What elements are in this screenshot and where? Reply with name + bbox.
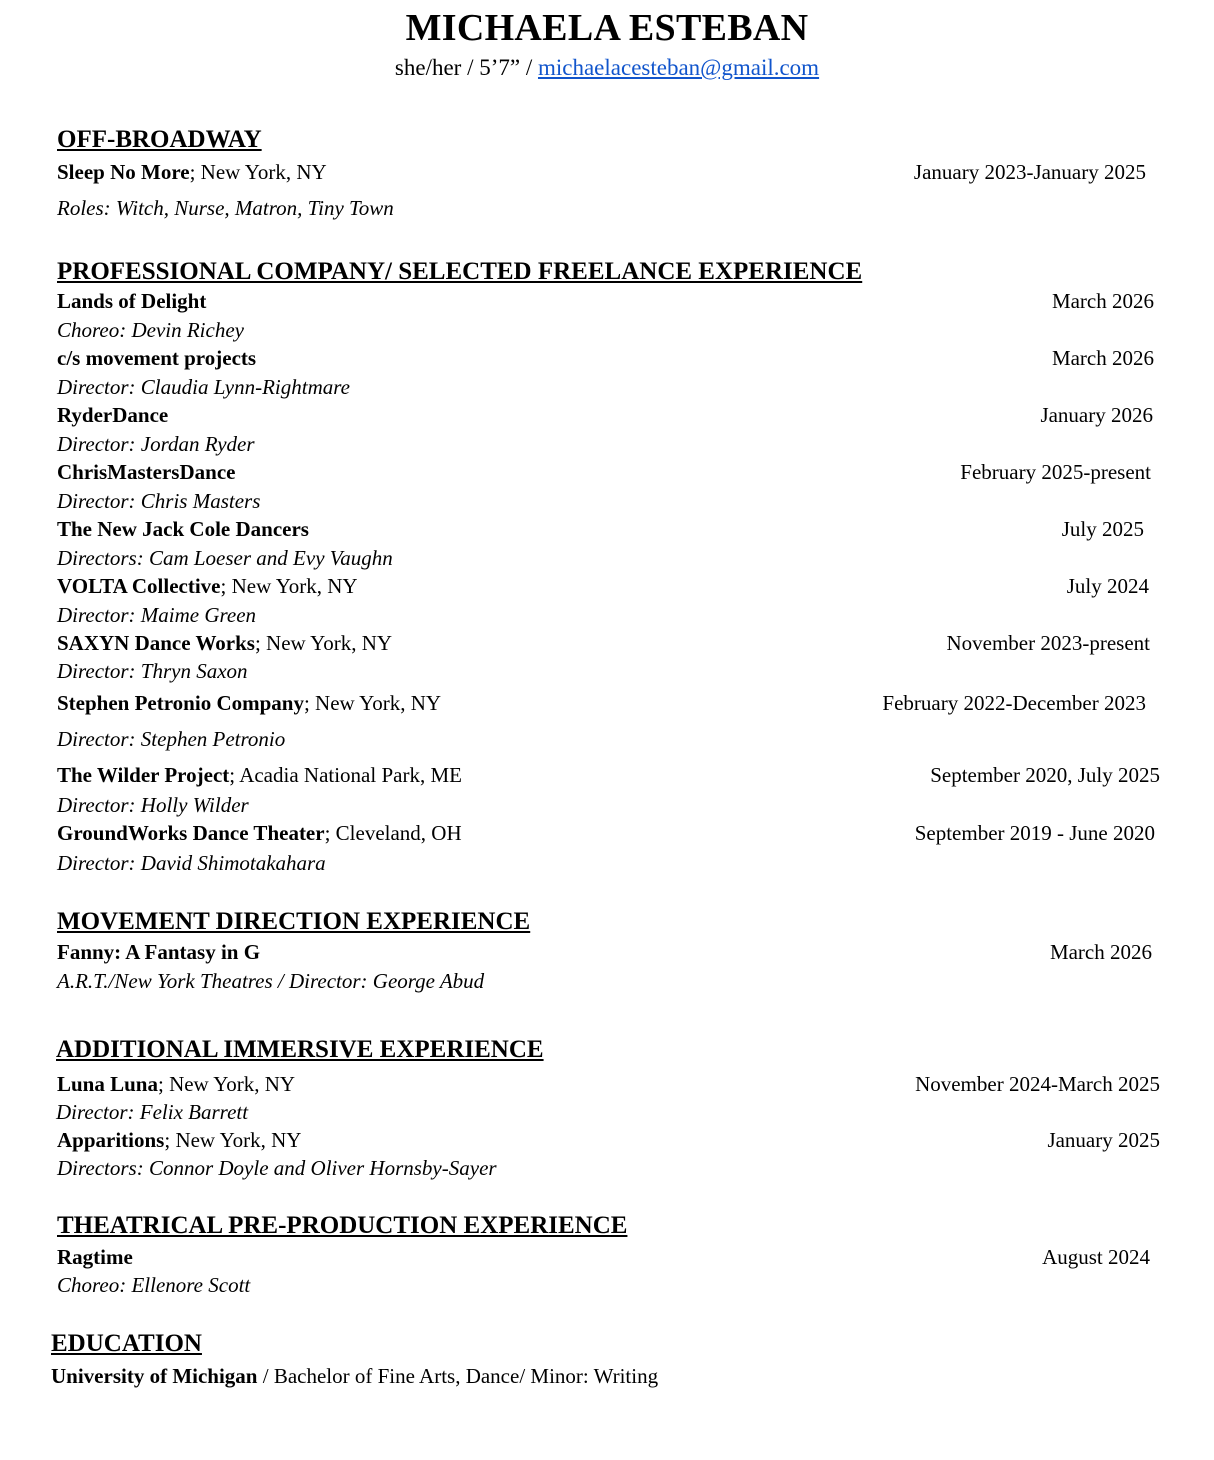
entry-detail: Director: Holly Wilder [57,793,249,817]
education-degree: / Bachelor of Fine Arts, Dance/ Minor: Writing [257,1364,659,1388]
entry-title: ChrisMastersDance [57,460,236,484]
entry-title-line [57,574,358,599]
entry-location: ; New York, NY [164,1128,302,1152]
entry-title: GroundWorks Dance Theater [57,821,325,845]
section-heading-pre-production: THEATRICAL PRE-PRODUCTION EXPERIENCE [57,1212,628,1239]
section-heading-immersive: ADDITIONAL IMMERSIVE EXPERIENCE [56,1036,544,1063]
entry-title: Luna Luna [57,1072,158,1096]
entry-date: November 2024-March 2025 [915,1072,1160,1096]
section-heading-movement-direction: MOVEMENT DIRECTION EXPERIENCE [57,908,531,935]
entry-title: Apparitions [57,1128,165,1152]
entry-detail: Director: Jordan Ryder [57,432,255,456]
entry-title-line [57,691,441,716]
entry-date: January 2025 [1047,1128,1160,1152]
entry-detail: Director: Thryn Saxon [57,659,248,683]
entry-date: November 2023-present [946,631,1150,655]
pronouns-height: she/her / 5’7” / [394,55,538,80]
entry-detail: Director: Maime Green [57,603,257,627]
entry-date: February 2022-December 2023 [882,691,1146,715]
entry-title: Sleep No More [57,160,190,184]
entry-location: ; Cleveland, OH [324,821,462,845]
entry-detail: Director: Felix Barrett [56,1100,249,1124]
entry-title: SAXYN Dance Works [57,631,255,655]
contact-line [0,55,1214,81]
entry-location: ; New York, NY [254,631,393,655]
entry-title: The Wilder Project [57,763,230,787]
entry-title: The New Jack Cole Dancers [57,517,309,541]
entry-detail: Director: Claudia Lynn-Rightmare [57,375,350,399]
section-heading-off-broadway: OFF-BROADWAY [57,126,262,153]
section-heading-professional: PROFESSIONAL COMPANY/ SELECTED FREELANCE EXPERIENCE [57,258,863,285]
entry-date: July 2024 [1066,574,1149,598]
entry-title-line [57,460,235,485]
entry-title-line [57,821,462,846]
entry-date: February 2025-present [960,460,1151,484]
entry-location: ; New York, NY [157,1072,296,1096]
entry-date: January 2026 [1040,403,1153,427]
entry-title: c/s movement projects [57,346,257,370]
entry-title-line [57,160,327,185]
section-heading-education: EDUCATION [51,1330,202,1357]
entry-date: January 2023-January 2025 [913,160,1146,184]
education-school: University of Michigan [51,1364,258,1388]
entry-date: August 2024 [1042,1245,1150,1269]
entry-location: ; Acadia National Park, ME [229,763,462,787]
entry-detail: Director: David Shimotakahara [57,851,326,875]
entry-date: March 2026 [1049,940,1152,964]
resume-name: MICHAELA ESTEBAN [405,7,809,49]
entry-detail: A.R.T./New York Theatres / Director: George Abud [57,969,485,993]
entry-title: Lands of Delight [57,289,207,313]
entry-date: September 2020, July 2025 [930,763,1160,787]
entry-date: March 2026 [1051,289,1154,313]
entry-title-line [57,1072,295,1097]
email-link[interactable]: michaelacesteban@gmail.com [537,55,820,80]
entry-detail: Directors: Connor Doyle and Oliver Hornsby-Sayer [57,1156,497,1180]
entry-title: RyderDance [57,403,169,427]
entry-title-line [57,403,168,428]
entry-location: ; New York, NY [303,691,442,715]
entry-title-line [57,517,309,542]
entry-title-line [57,631,392,656]
entry-title: Stephen Petronio Company [57,691,304,715]
entry-title-line [57,346,256,371]
entry-detail: Director: Chris Masters [57,489,261,513]
entry-location: ; New York, NY [189,160,327,184]
entry-title-line [57,1128,301,1153]
entry-title: VOLTA Collective [57,574,221,598]
entry-date: September 2019 - June 2020 [914,821,1155,845]
entry-detail: Choreo: Devin Richey [57,318,244,342]
entry-title-line [57,289,206,314]
entry-detail: Roles: Witch, Nurse, Matron, Tiny Town [57,196,394,220]
education-line [51,1364,658,1389]
entry-title: Fanny: A Fantasy in G [57,940,261,964]
entry-detail: Director: Stephen Petronio [57,727,286,751]
entry-detail: Choreo: Ellenore Scott [57,1273,251,1297]
entry-title-line [57,763,462,788]
entry-date: March 2026 [1051,346,1154,370]
entry-detail: Directors: Cam Loeser and Evy Vaughn [57,546,393,570]
entry-date: July 2025 [1061,517,1144,541]
entry-title: Ragtime [57,1245,133,1269]
entry-location: ; New York, NY [220,574,358,598]
